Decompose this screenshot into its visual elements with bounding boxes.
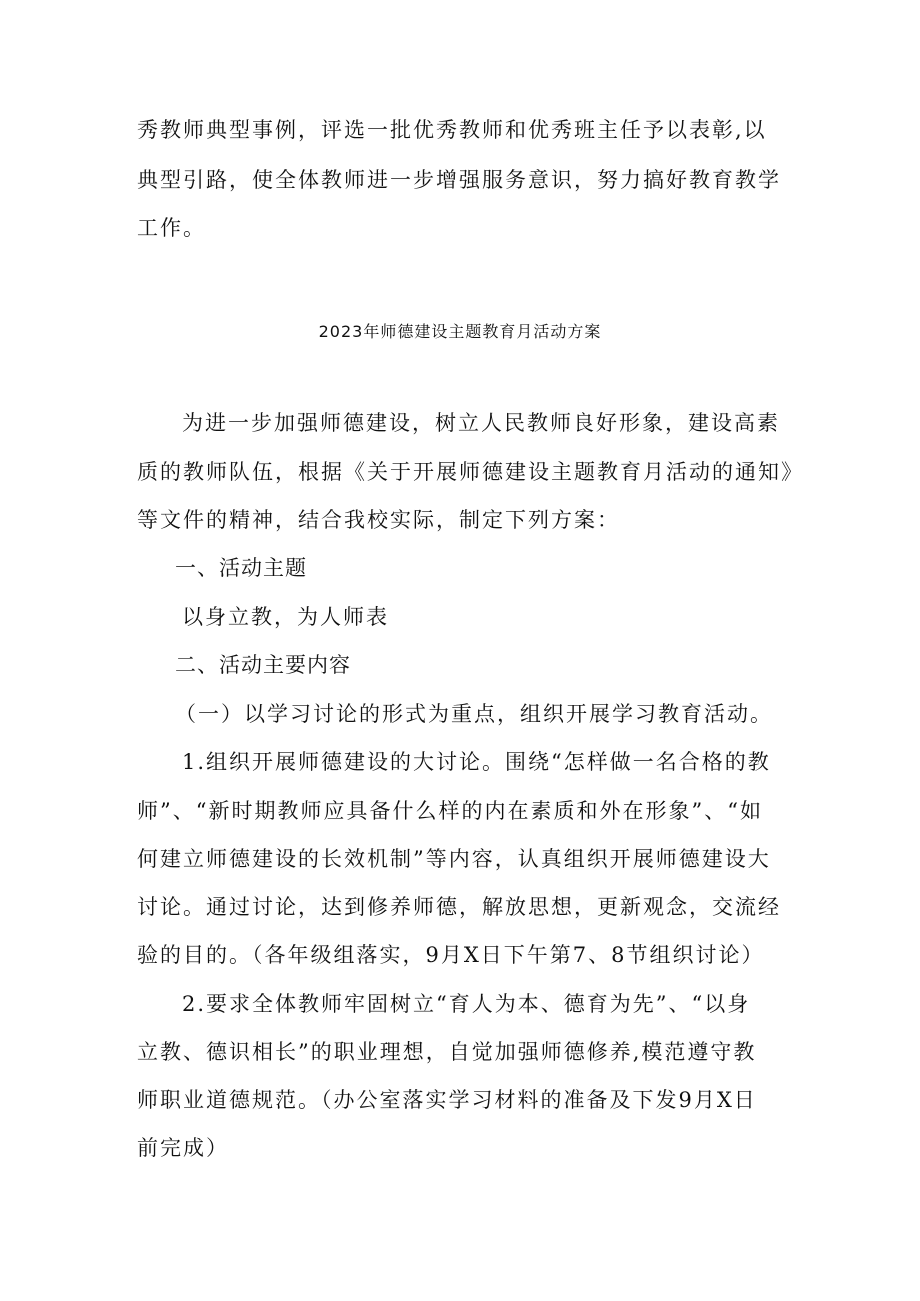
item2-line-4: 前完成） bbox=[137, 1136, 229, 1160]
item2-line-3: 师职业道德规范。（办公室落实学习材料的准备及下发9月X日 bbox=[137, 1088, 757, 1112]
section1-heading: 一、活动主题 bbox=[175, 556, 307, 580]
intro-line-3: 工作。 bbox=[137, 216, 206, 240]
item1-line-1: 1.组织开展师德建设的大讨论。围绕“怎样做一名合格的教 bbox=[182, 750, 771, 774]
item2-line-2: 立教、德识相长”的职业理想，自觉加强师德修养,模范遵守教 bbox=[137, 1040, 757, 1064]
item1-line-4: 讨论。通过讨论，达到修养师德，解放思想，更新观念，交流经 bbox=[137, 895, 781, 919]
para1-line-1: 为进一步加强师德建设，树立人民教师良好形象，建设高素 bbox=[182, 411, 780, 435]
section1-text: 以身立教，为人师表 bbox=[182, 605, 389, 629]
section2-subheading: （一）以学习讨论的形式为重点，组织开展学习教育活动。 bbox=[175, 702, 773, 726]
item1-line-3: 何建立师德建设的长效机制”等内容，认真组织开展师德建设大 bbox=[137, 847, 771, 871]
para1-line-3: 等文件的精神，结合我校实际，制定下列方案： bbox=[137, 508, 620, 532]
intro-line-1: 秀教师典型事例，评选一批优秀教师和优秀班主任予以表彰,以 bbox=[137, 118, 767, 142]
item2-line-1: 2.要求全体教师牢固树立“育人为本、德育为先”、“以身 bbox=[182, 992, 751, 1016]
item1-line-5: 验的目的。（各年级组落实，9月X日下午第7、8节组织讨论） bbox=[137, 943, 765, 967]
section2-heading: 二、活动主要内容 bbox=[175, 653, 351, 677]
intro-line-2: 典型引路，使全体教师进一步增强服务意识，努力搞好教育教学 bbox=[137, 168, 781, 192]
document-title: 2023年师德建设主题教育月活动方案 bbox=[318, 322, 602, 341]
item1-line-2: 师”、“新时期教师应具备什么样的内在素质和外在形象”、“如 bbox=[137, 799, 763, 823]
para1-line-2: 质的教师队伍，根据《关于开展师德建设主题教育月活动的通知》 bbox=[137, 460, 804, 484]
